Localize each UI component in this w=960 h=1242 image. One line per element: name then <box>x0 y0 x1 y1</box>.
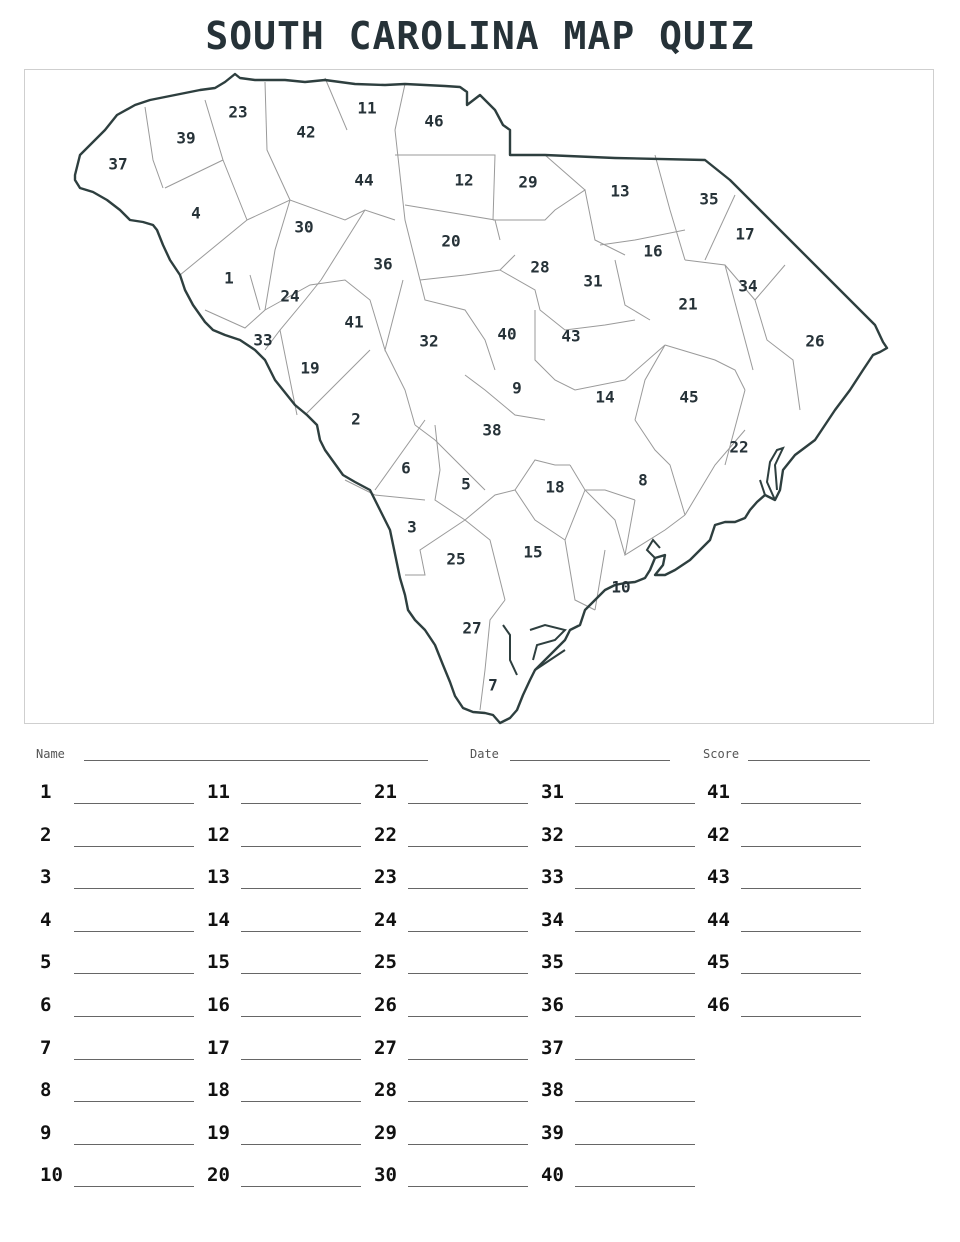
answer-number: 32 <box>541 823 564 846</box>
answer-number: 18 <box>207 1079 230 1102</box>
answer-blank[interactable] <box>74 1144 194 1145</box>
county-label-5: 5 <box>461 474 471 494</box>
answer-number: 12 <box>207 823 230 846</box>
answer-number: 27 <box>374 1036 397 1059</box>
name-field[interactable] <box>84 760 428 761</box>
score-label: Score <box>703 747 740 761</box>
answer-row-29 <box>374 1122 534 1152</box>
answer-number: 14 <box>207 908 230 931</box>
answer-row-25 <box>374 951 534 981</box>
answer-row-9 <box>40 1122 200 1152</box>
answer-blank[interactable] <box>408 1186 528 1187</box>
county-label-13: 13 <box>610 181 630 201</box>
county-label-4: 4 <box>191 203 201 223</box>
county-label-30: 30 <box>294 217 314 237</box>
answer-number: 26 <box>374 994 397 1016</box>
answer-number: 7 <box>40 1036 52 1059</box>
answer-row-43 <box>707 866 867 896</box>
county-label-8: 8 <box>638 470 648 490</box>
answer-row-10 <box>40 1164 200 1194</box>
county-label-36: 36 <box>373 254 393 274</box>
answer-blank[interactable] <box>408 1059 528 1060</box>
answer-row-13 <box>207 866 367 896</box>
answer-row-11 <box>207 781 367 811</box>
county-label-32: 32 <box>419 331 439 351</box>
answer-row-21 <box>374 781 534 811</box>
county-label-29: 29 <box>518 172 538 192</box>
county-label-45: 45 <box>679 387 699 407</box>
answer-number: 6 <box>40 994 52 1016</box>
answer-number: 33 <box>541 866 564 889</box>
answer-number: 13 <box>207 866 230 889</box>
answer-blank[interactable] <box>74 1016 194 1017</box>
answer-row-18 <box>207 1079 367 1109</box>
answer-blank[interactable] <box>575 846 695 847</box>
answer-row-41 <box>707 781 867 811</box>
answer-blank[interactable] <box>241 888 361 889</box>
answer-number: 41 <box>707 781 730 803</box>
county-label-28: 28 <box>530 257 550 277</box>
date-label: Date <box>470 747 499 761</box>
answer-row-7 <box>40 1037 200 1067</box>
answer-blank[interactable] <box>408 973 528 974</box>
answer-blank[interactable] <box>575 931 695 932</box>
answer-row-35 <box>541 951 701 981</box>
answer-row-12 <box>207 824 367 854</box>
answer-row-40 <box>541 1164 701 1194</box>
county-label-14: 14 <box>595 387 615 407</box>
answer-blank[interactable] <box>408 1101 528 1102</box>
answer-row-5 <box>40 951 200 981</box>
answer-blank[interactable] <box>408 846 528 847</box>
county-label-39: 39 <box>176 128 196 148</box>
answer-number: 34 <box>541 908 564 931</box>
answer-number: 9 <box>40 1121 52 1144</box>
county-label-23: 23 <box>228 102 248 122</box>
answer-number: 23 <box>374 866 397 889</box>
answer-blank[interactable] <box>241 846 361 847</box>
answer-row-30 <box>374 1164 534 1194</box>
answer-row-27 <box>374 1037 534 1067</box>
answer-blank[interactable] <box>74 888 194 889</box>
answer-blank[interactable] <box>241 1144 361 1145</box>
answer-blank[interactable] <box>241 1016 361 1017</box>
answer-blank[interactable] <box>741 846 861 847</box>
answer-row-2 <box>40 824 200 854</box>
answer-number: 24 <box>374 908 397 931</box>
county-label-1: 1 <box>224 268 234 288</box>
county-label-21: 21 <box>678 294 698 314</box>
county-label-46: 46 <box>424 111 444 131</box>
answer-number: 5 <box>40 951 52 974</box>
answer-blank[interactable] <box>575 1144 695 1145</box>
answer-number: 15 <box>207 951 230 974</box>
answer-number: 16 <box>207 994 230 1016</box>
county-label-7: 7 <box>488 675 498 695</box>
answer-row-24 <box>374 909 534 939</box>
answer-row-36 <box>541 994 701 1024</box>
county-label-18: 18 <box>545 477 565 497</box>
answer-number: 22 <box>374 823 397 846</box>
county-label-43: 43 <box>561 326 581 346</box>
county-label-6: 6 <box>401 458 411 478</box>
answer-number: 36 <box>541 994 564 1016</box>
answer-blank[interactable] <box>74 973 194 974</box>
county-label-33: 33 <box>253 330 273 350</box>
answer-number: 28 <box>374 1079 397 1102</box>
answer-number: 11 <box>207 781 230 803</box>
answer-number: 3 <box>40 866 52 889</box>
county-label-3: 3 <box>407 517 417 537</box>
county-label-2: 2 <box>351 409 361 429</box>
county-label-25: 25 <box>446 549 466 569</box>
answer-blank[interactable] <box>741 973 861 974</box>
answer-blank[interactable] <box>74 1059 194 1060</box>
county-label-41: 41 <box>344 312 364 332</box>
state-map <box>24 69 934 724</box>
score-field[interactable] <box>748 760 870 761</box>
answer-number: 35 <box>541 951 564 974</box>
answer-row-31 <box>541 781 701 811</box>
answer-number: 43 <box>707 866 730 889</box>
answer-row-45 <box>707 951 867 981</box>
answer-row-33 <box>541 866 701 896</box>
answer-blank[interactable] <box>575 803 695 804</box>
answer-blank[interactable] <box>241 1186 361 1187</box>
answer-blank[interactable] <box>741 888 861 889</box>
county-label-15: 15 <box>523 542 543 562</box>
answer-row-32 <box>541 824 701 854</box>
answer-number: 31 <box>541 781 564 803</box>
county-label-24: 24 <box>280 286 300 306</box>
county-labels <box>108 99 824 695</box>
answer-blank[interactable] <box>575 1016 695 1017</box>
answer-blank[interactable] <box>74 1186 194 1187</box>
answer-row-44 <box>707 909 867 939</box>
answer-row-34 <box>541 909 701 939</box>
county-label-44: 44 <box>354 170 374 190</box>
answer-row-19 <box>207 1122 367 1152</box>
answer-blank[interactable] <box>575 973 695 974</box>
answer-row-38 <box>541 1079 701 1109</box>
county-label-22: 22 <box>729 437 749 457</box>
answer-number: 44 <box>707 908 730 931</box>
answer-blank[interactable] <box>74 846 194 847</box>
answer-blank[interactable] <box>575 1101 695 1102</box>
answer-row-1 <box>40 781 200 811</box>
map-svg <box>25 70 935 725</box>
county-label-35: 35 <box>699 189 719 209</box>
county-label-20: 20 <box>441 231 461 251</box>
answer-number: 37 <box>541 1036 564 1059</box>
answer-number: 20 <box>207 1164 230 1187</box>
answer-number: 45 <box>707 951 730 974</box>
county-label-26: 26 <box>805 331 825 351</box>
county-label-40: 40 <box>497 324 517 344</box>
answer-number: 19 <box>207 1121 230 1144</box>
answer-blank[interactable] <box>241 1101 361 1102</box>
answer-number: 25 <box>374 951 397 974</box>
answer-row-6 <box>40 994 200 1024</box>
county-label-12: 12 <box>454 170 474 190</box>
answer-number: 46 <box>707 994 730 1016</box>
county-label-11: 11 <box>357 98 377 118</box>
county-label-17: 17 <box>735 224 755 244</box>
answer-blank[interactable] <box>575 1186 695 1187</box>
answer-blank[interactable] <box>74 803 194 804</box>
answer-blank[interactable] <box>408 1016 528 1017</box>
county-label-31: 31 <box>583 271 603 291</box>
answer-row-17 <box>207 1037 367 1067</box>
answer-blank[interactable] <box>241 803 361 804</box>
answer-blank[interactable] <box>741 1016 861 1017</box>
answer-blank[interactable] <box>408 803 528 804</box>
answer-blank[interactable] <box>241 931 361 932</box>
county-label-19: 19 <box>300 358 320 378</box>
answer-blank[interactable] <box>741 803 861 804</box>
answer-row-16 <box>207 994 367 1024</box>
answer-number: 40 <box>541 1164 564 1187</box>
answer-row-20 <box>207 1164 367 1194</box>
answer-blank[interactable] <box>408 1144 528 1145</box>
answer-blank[interactable] <box>241 1059 361 1060</box>
answer-row-42 <box>707 824 867 854</box>
answer-row-28 <box>374 1079 534 1109</box>
name-label: Name <box>36 747 65 761</box>
county-label-42: 42 <box>296 122 316 142</box>
answer-row-4 <box>40 909 200 939</box>
answer-number: 1 <box>40 781 52 803</box>
answer-number: 39 <box>541 1121 564 1144</box>
answer-blank[interactable] <box>408 931 528 932</box>
answer-blank[interactable] <box>575 1059 695 1060</box>
answer-row-39 <box>541 1122 701 1152</box>
answer-number: 30 <box>374 1164 397 1187</box>
county-label-10: 10 <box>611 577 631 597</box>
answer-blank[interactable] <box>74 1101 194 1102</box>
county-label-27: 27 <box>462 618 482 638</box>
answer-number: 29 <box>374 1121 397 1144</box>
answer-row-37 <box>541 1037 701 1067</box>
county-label-37: 37 <box>108 154 128 174</box>
answer-number: 10 <box>40 1164 63 1187</box>
answer-number: 4 <box>40 908 52 931</box>
answer-row-15 <box>207 951 367 981</box>
county-label-16: 16 <box>643 241 663 261</box>
answer-row-22 <box>374 824 534 854</box>
page-title: SOUTH CAROLINA MAP QUIZ <box>205 14 755 58</box>
answer-row-14 <box>207 909 367 939</box>
answer-blank[interactable] <box>741 931 861 932</box>
answer-number: 21 <box>374 781 397 803</box>
answer-number: 8 <box>40 1079 52 1102</box>
answer-blank[interactable] <box>575 888 695 889</box>
date-field[interactable] <box>510 760 670 761</box>
answer-row-46 <box>707 994 867 1024</box>
county-label-34: 34 <box>738 276 758 296</box>
county-label-9: 9 <box>512 378 522 398</box>
answer-number: 2 <box>40 823 52 846</box>
answer-blank[interactable] <box>241 973 361 974</box>
answer-row-26 <box>374 994 534 1024</box>
answer-row-23 <box>374 866 534 896</box>
answer-blank[interactable] <box>408 888 528 889</box>
answer-blank[interactable] <box>74 931 194 932</box>
answer-row-8 <box>40 1079 200 1109</box>
answer-number: 17 <box>207 1036 230 1059</box>
answer-row-3 <box>40 866 200 896</box>
answer-number: 42 <box>707 823 730 846</box>
county-label-38: 38 <box>482 420 502 440</box>
answer-number: 38 <box>541 1079 564 1102</box>
